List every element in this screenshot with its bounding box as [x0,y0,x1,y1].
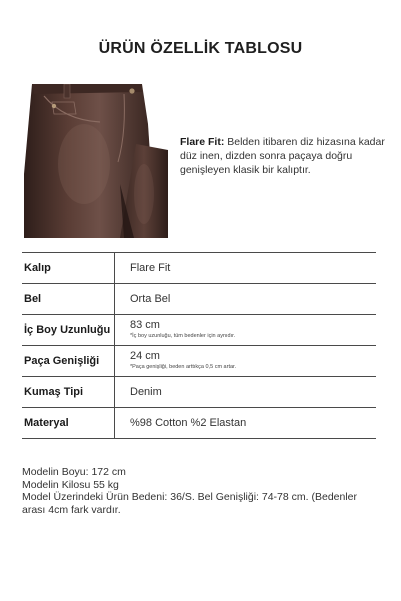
spec-table [22,252,376,439]
row-label: Bel [24,293,42,305]
row-note: *İç boy uzunluğu, tüm bedenler için aynıdır. [130,333,236,339]
column-divider [114,315,115,345]
row-value: 24 cm [130,350,160,362]
fit-description [180,135,385,177]
row-label: Materyal [24,417,69,429]
model-info [22,466,382,516]
row-note: *Paça genişliği, beden arttıkça 0,5 cm artar. [130,364,237,370]
row-value: Denim [130,386,162,398]
table-row [22,252,376,283]
column-divider [114,408,115,438]
model-weight: Modelin Kilosu 55 kg [22,478,119,491]
row-label: İç Boy Uzunluğu [24,324,111,336]
fit-text: Belden itibaren diz hizasına kadar düz inen, dizden sonra paçaya doğru genişleyen klasik bir kalıptır. [180,136,385,176]
row-value: Orta Bel [130,293,171,305]
table-row [22,376,376,407]
model-height: Modelin Boyu: 172 cm [22,466,126,478]
column-divider [114,284,115,314]
table-row [22,283,376,314]
column-divider [114,346,115,376]
table-row [22,345,376,376]
row-value: 83 cm [130,319,160,331]
row-label: Kalıp [24,262,51,274]
column-divider [114,253,115,283]
page-title: ÜRÜN ÖZELLİK TABLOSU [98,40,303,57]
row-label: Kumaş Tipi [24,386,84,398]
row-value: %98 Cotton %2 Elastan [130,417,247,429]
column-divider [114,377,115,407]
model-size-note: arası 4cm fark vardır. [22,503,121,516]
table-row [22,314,376,345]
model-size: Model Üzerindeki Ürün Bedeni: 36/S. Bel Genişliği: 74-78 cm. (Bedenler [22,491,358,503]
row-value: Flare Fit [130,262,171,274]
product-photo [24,84,168,238]
row-label: Paça Genişliği [24,355,100,367]
fit-term: Flare Fit: [180,136,225,148]
table-row [22,407,376,439]
